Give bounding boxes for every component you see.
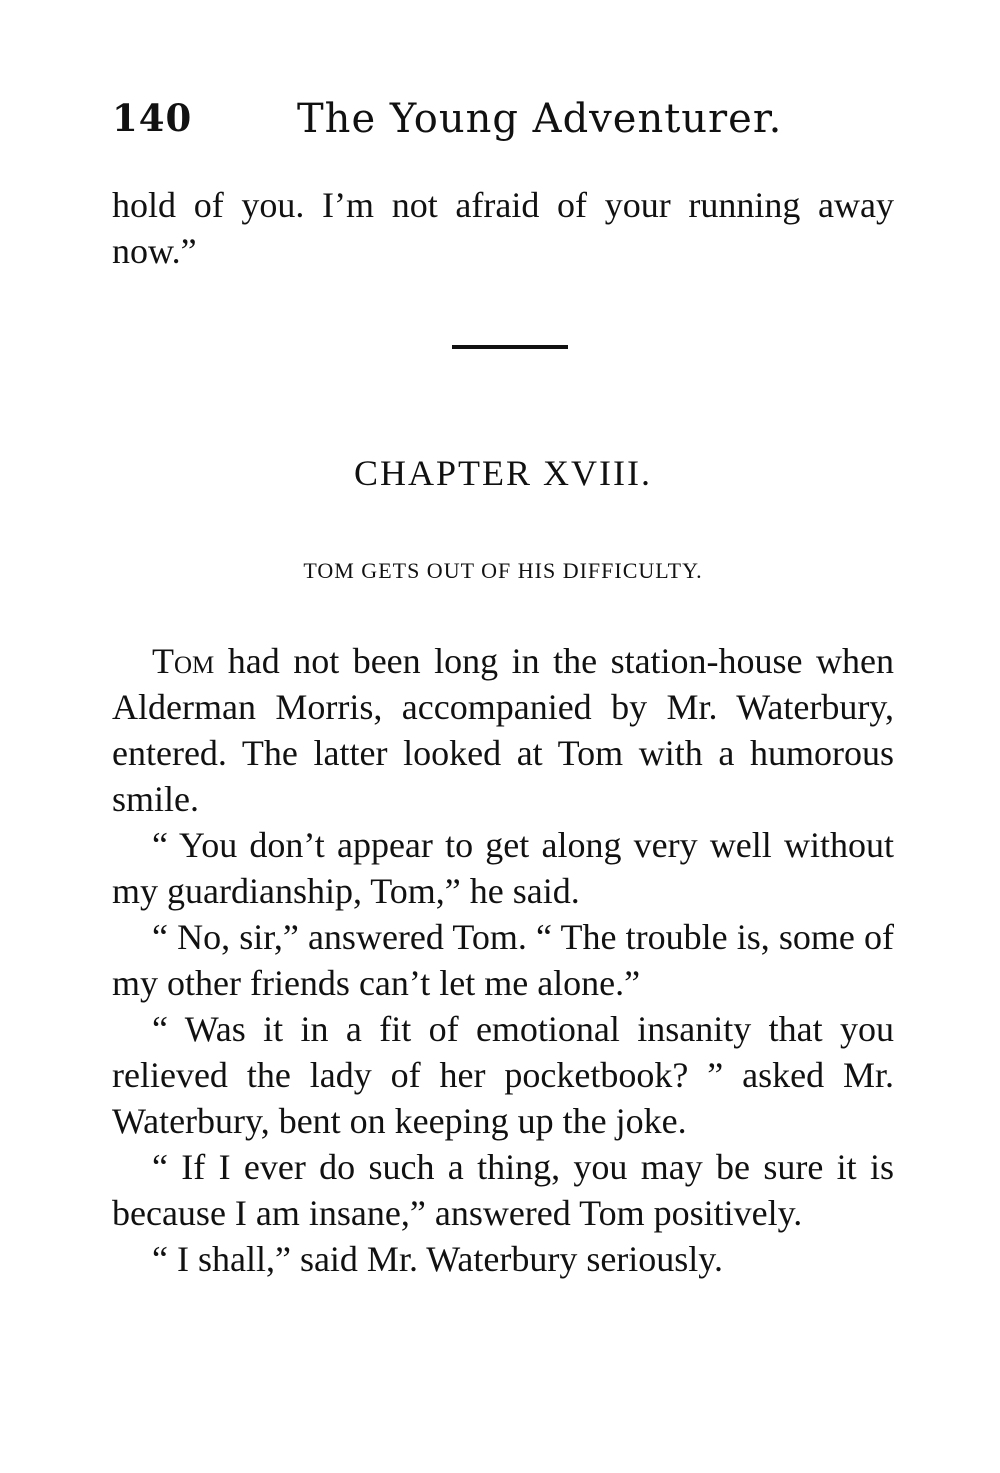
paragraph xyxy=(112,638,894,822)
section-divider xyxy=(452,345,568,349)
paragraph: “ Was it in a fit of emotional insanity that you relieved the lady of her pocketbook? ” asked Mr. Waterbury, bent on keeping up the joke. xyxy=(112,1009,894,1141)
chapter-title: CHAPTER XVIII. xyxy=(354,453,652,493)
chapter-subtitle: TOM GETS OUT OF HIS DIFFICULTY. xyxy=(303,558,703,583)
paragraph: “ No, sir,” answered Tom. “ The trouble is, some of my other friends can’t let me alone.” xyxy=(112,917,894,1003)
page-header xyxy=(112,96,892,156)
running-title: The Young Adventurer. xyxy=(297,96,783,142)
paragraph: “ I shall,” said Mr. Waterbury seriously. xyxy=(152,1239,723,1279)
paragraph: “ If I ever do such a thing, you may be sure it is because I am insane,” answered Tom positively. xyxy=(112,1147,894,1233)
page-number: 140 xyxy=(112,96,193,140)
chapter-body xyxy=(112,638,894,1282)
paragraph-text: had not been long in the station-house when Alderman Morris, accompanied by Mr. Waterbury, entered. The latter looked at Tom with a humorous smile. xyxy=(112,641,894,819)
paragraph-lead: Tom xyxy=(152,641,215,681)
paragraph: “ You don’t appear to get along very well without my guardianship, Tom,” he said. xyxy=(112,825,894,911)
continuation-text: hold of you. I’m not afraid of your running away now.” xyxy=(112,185,894,271)
continuation-paragraph xyxy=(112,182,894,274)
